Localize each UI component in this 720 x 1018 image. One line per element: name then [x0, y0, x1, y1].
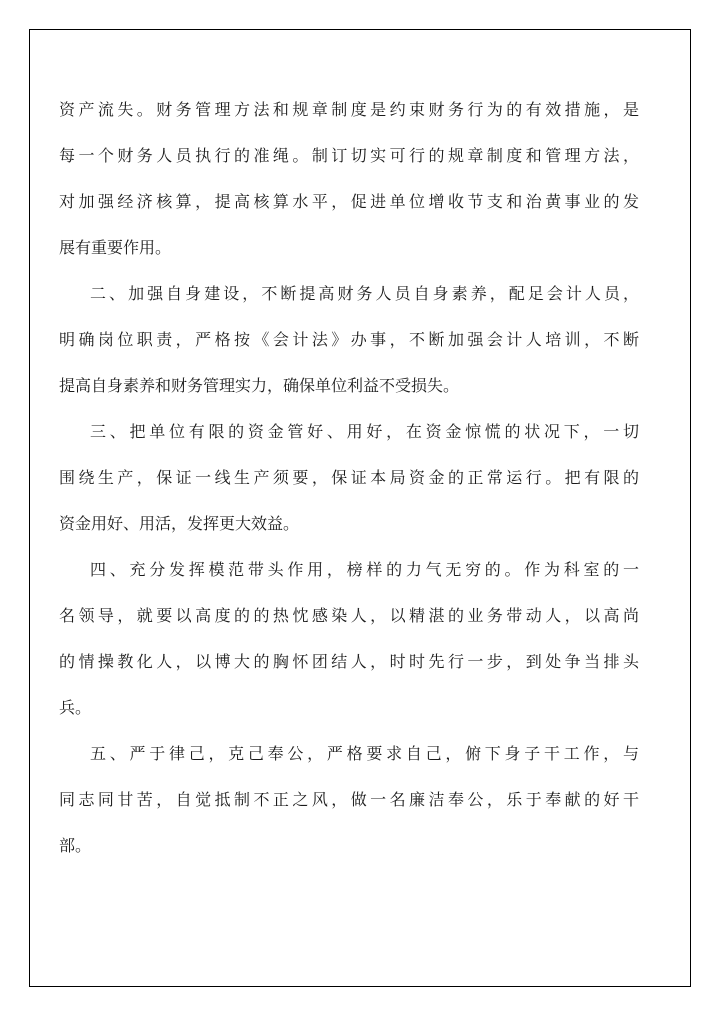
text-line: 每一个财务人员执行的准绳。制订切实可行的规章制度和管理方法， — [59, 146, 639, 165]
text-line: 围绕生产，保证一线生产须要，保证本局资金的正常运行。把有限的 — [59, 468, 639, 487]
text-line: 五、严于律己，克己奉公，严格要求自己，俯下身子干工作，与 — [90, 744, 639, 763]
text-line: 兵。 — [59, 698, 92, 717]
document-body — [59, 91, 639, 873]
text-line: 二、加强自身建设，不断提高财务人员自身素养，配足会计人员， — [90, 284, 639, 303]
text-line: 三、把单位有限的资金管好、用好，在资金惊慌的状况下，一切 — [90, 422, 639, 441]
text-line: 资产流失。财务管理方法和规章制度是约束财务行为的有效措施，是 — [59, 100, 639, 119]
text-line: 提高自身素养和财务管理实力，确保单位利益不受损失。 — [59, 376, 460, 395]
text-line: 部。 — [59, 836, 92, 855]
text-line: 同志同甘苦，自觉抵制不正之风，做一名廉洁奉公，乐于奉献的好干 — [59, 790, 639, 809]
text-line: 的情操教化人，以博大的胸怀团结人，时时先行一步，到处争当排头 — [59, 652, 639, 671]
text-line: 展有重要作用。 — [59, 238, 172, 257]
text-line: 资金用好、用活，发挥更大效益。 — [59, 514, 300, 533]
text-line: 名领导，就要以高度的的热忱感染人，以精湛的业务带动人，以高尚 — [59, 606, 639, 625]
text-line: 对加强经济核算，提高核算水平，促进单位增收节支和治黄事业的发 — [59, 192, 639, 211]
text-line: 四、充分发挥模范带头作用，榜样的力气无穷的。作为科室的一 — [90, 560, 639, 579]
text-line: 明确岗位职责，严格按《会计法》办事，不断加强会计人培训，不断 — [59, 330, 639, 349]
